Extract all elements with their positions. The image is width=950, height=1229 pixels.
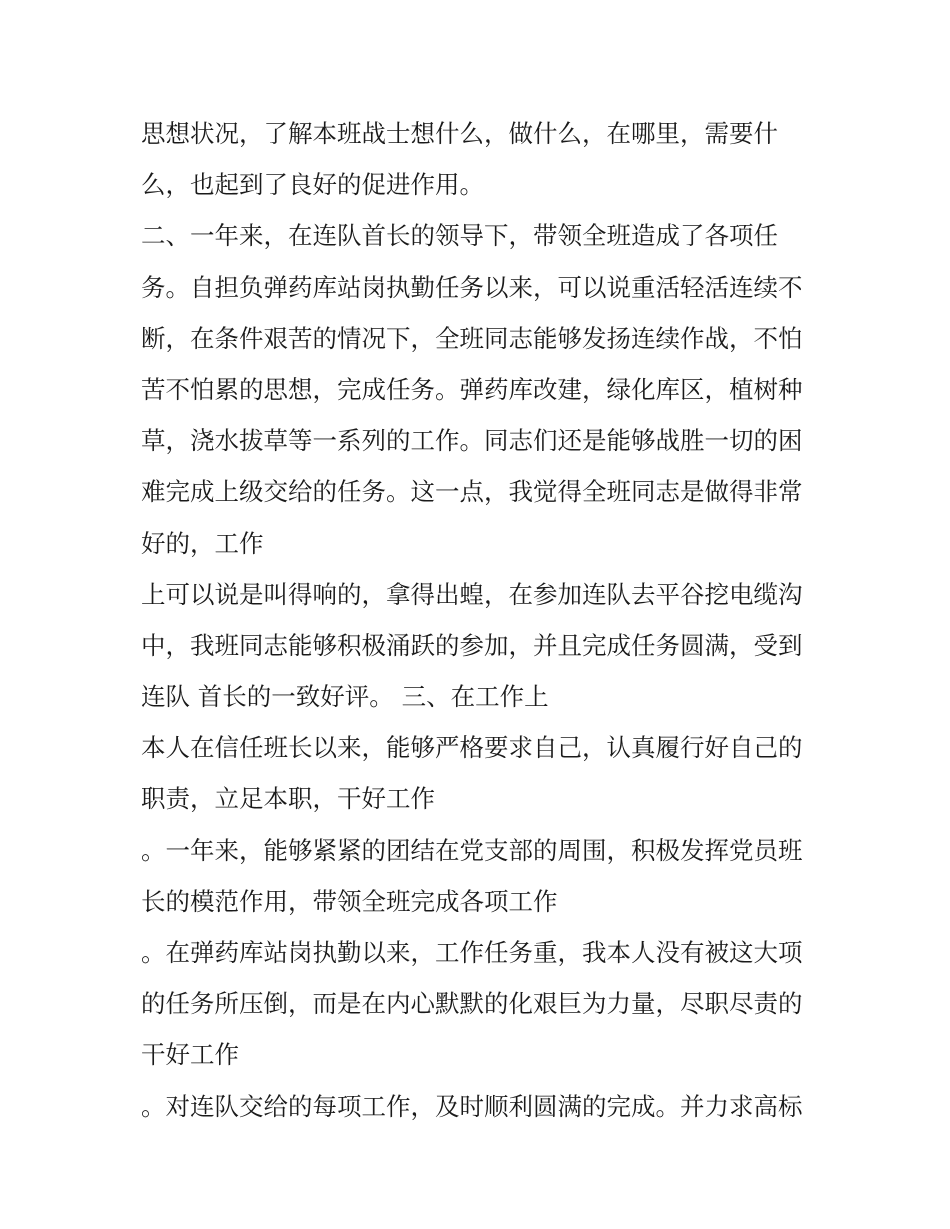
document-body: [141, 108, 821, 1132]
text-line: 上可以说是叫得响的，拿得出蝗，在参加连队去平谷挖电缆沟: [141, 579, 803, 609]
text-line: 思想状况，了解本班战士想什么，做什么，在哪里，需要什: [141, 119, 778, 148]
text-line: 长的模范作用，带领全班完成各项工作: [141, 886, 558, 916]
text-line: 职责，立足本职，干好工作: [141, 784, 435, 814]
text-line: 。在弹药库站岗执勤以来，工作任务重，我本人没有被这大项: [141, 938, 803, 967]
text-line: 务。自担负弹药库站岗执勤任务以来，可以说重活轻活连续不: [141, 272, 803, 302]
text-line: 中，我班同志能够积极涌跃的参加，并且完成任务圆满，受到: [141, 630, 803, 660]
text-line: 二、一年来，在连队首长的领导下，带领全班造成了各项任: [141, 221, 778, 251]
text-line: 连队 首长的一致好评。 三、在工作上: [141, 682, 549, 712]
text-line: 。对连队交给的每项工作，及时顺利圆满的完成。并力求高标: [141, 1091, 803, 1121]
text-line: 。一年来，能够紧紧的团结在党支部的周围，积极发挥党员班: [141, 835, 803, 865]
text-line: 本人在信任班长以来，能够严格要求自己，认真履行好自己的: [141, 733, 803, 763]
text-line: 干好工作: [141, 1040, 239, 1070]
text-line: 草，浇水拔草等一系列的工作。同志们还是能够战胜一切的困: [141, 426, 803, 456]
text-line: 好的，工作: [141, 528, 264, 558]
text-line: 么，也起到了良好的促进作用。: [141, 170, 484, 200]
text-line: 苦不怕累的思想，完成任务。弹药库改建，绿化库区，植树种: [141, 374, 803, 404]
text-line: 断，在条件艰苦的情况下，全班同志能够发扬连续作战，不怕: [141, 323, 803, 353]
text-line: 的任务所压倒，而是在内心默默的化艰巨为力量，尽职尽责的: [141, 989, 803, 1019]
text-line: 难完成上级交给的任务。这一点，我觉得全班同志是做得非常: [141, 477, 803, 507]
